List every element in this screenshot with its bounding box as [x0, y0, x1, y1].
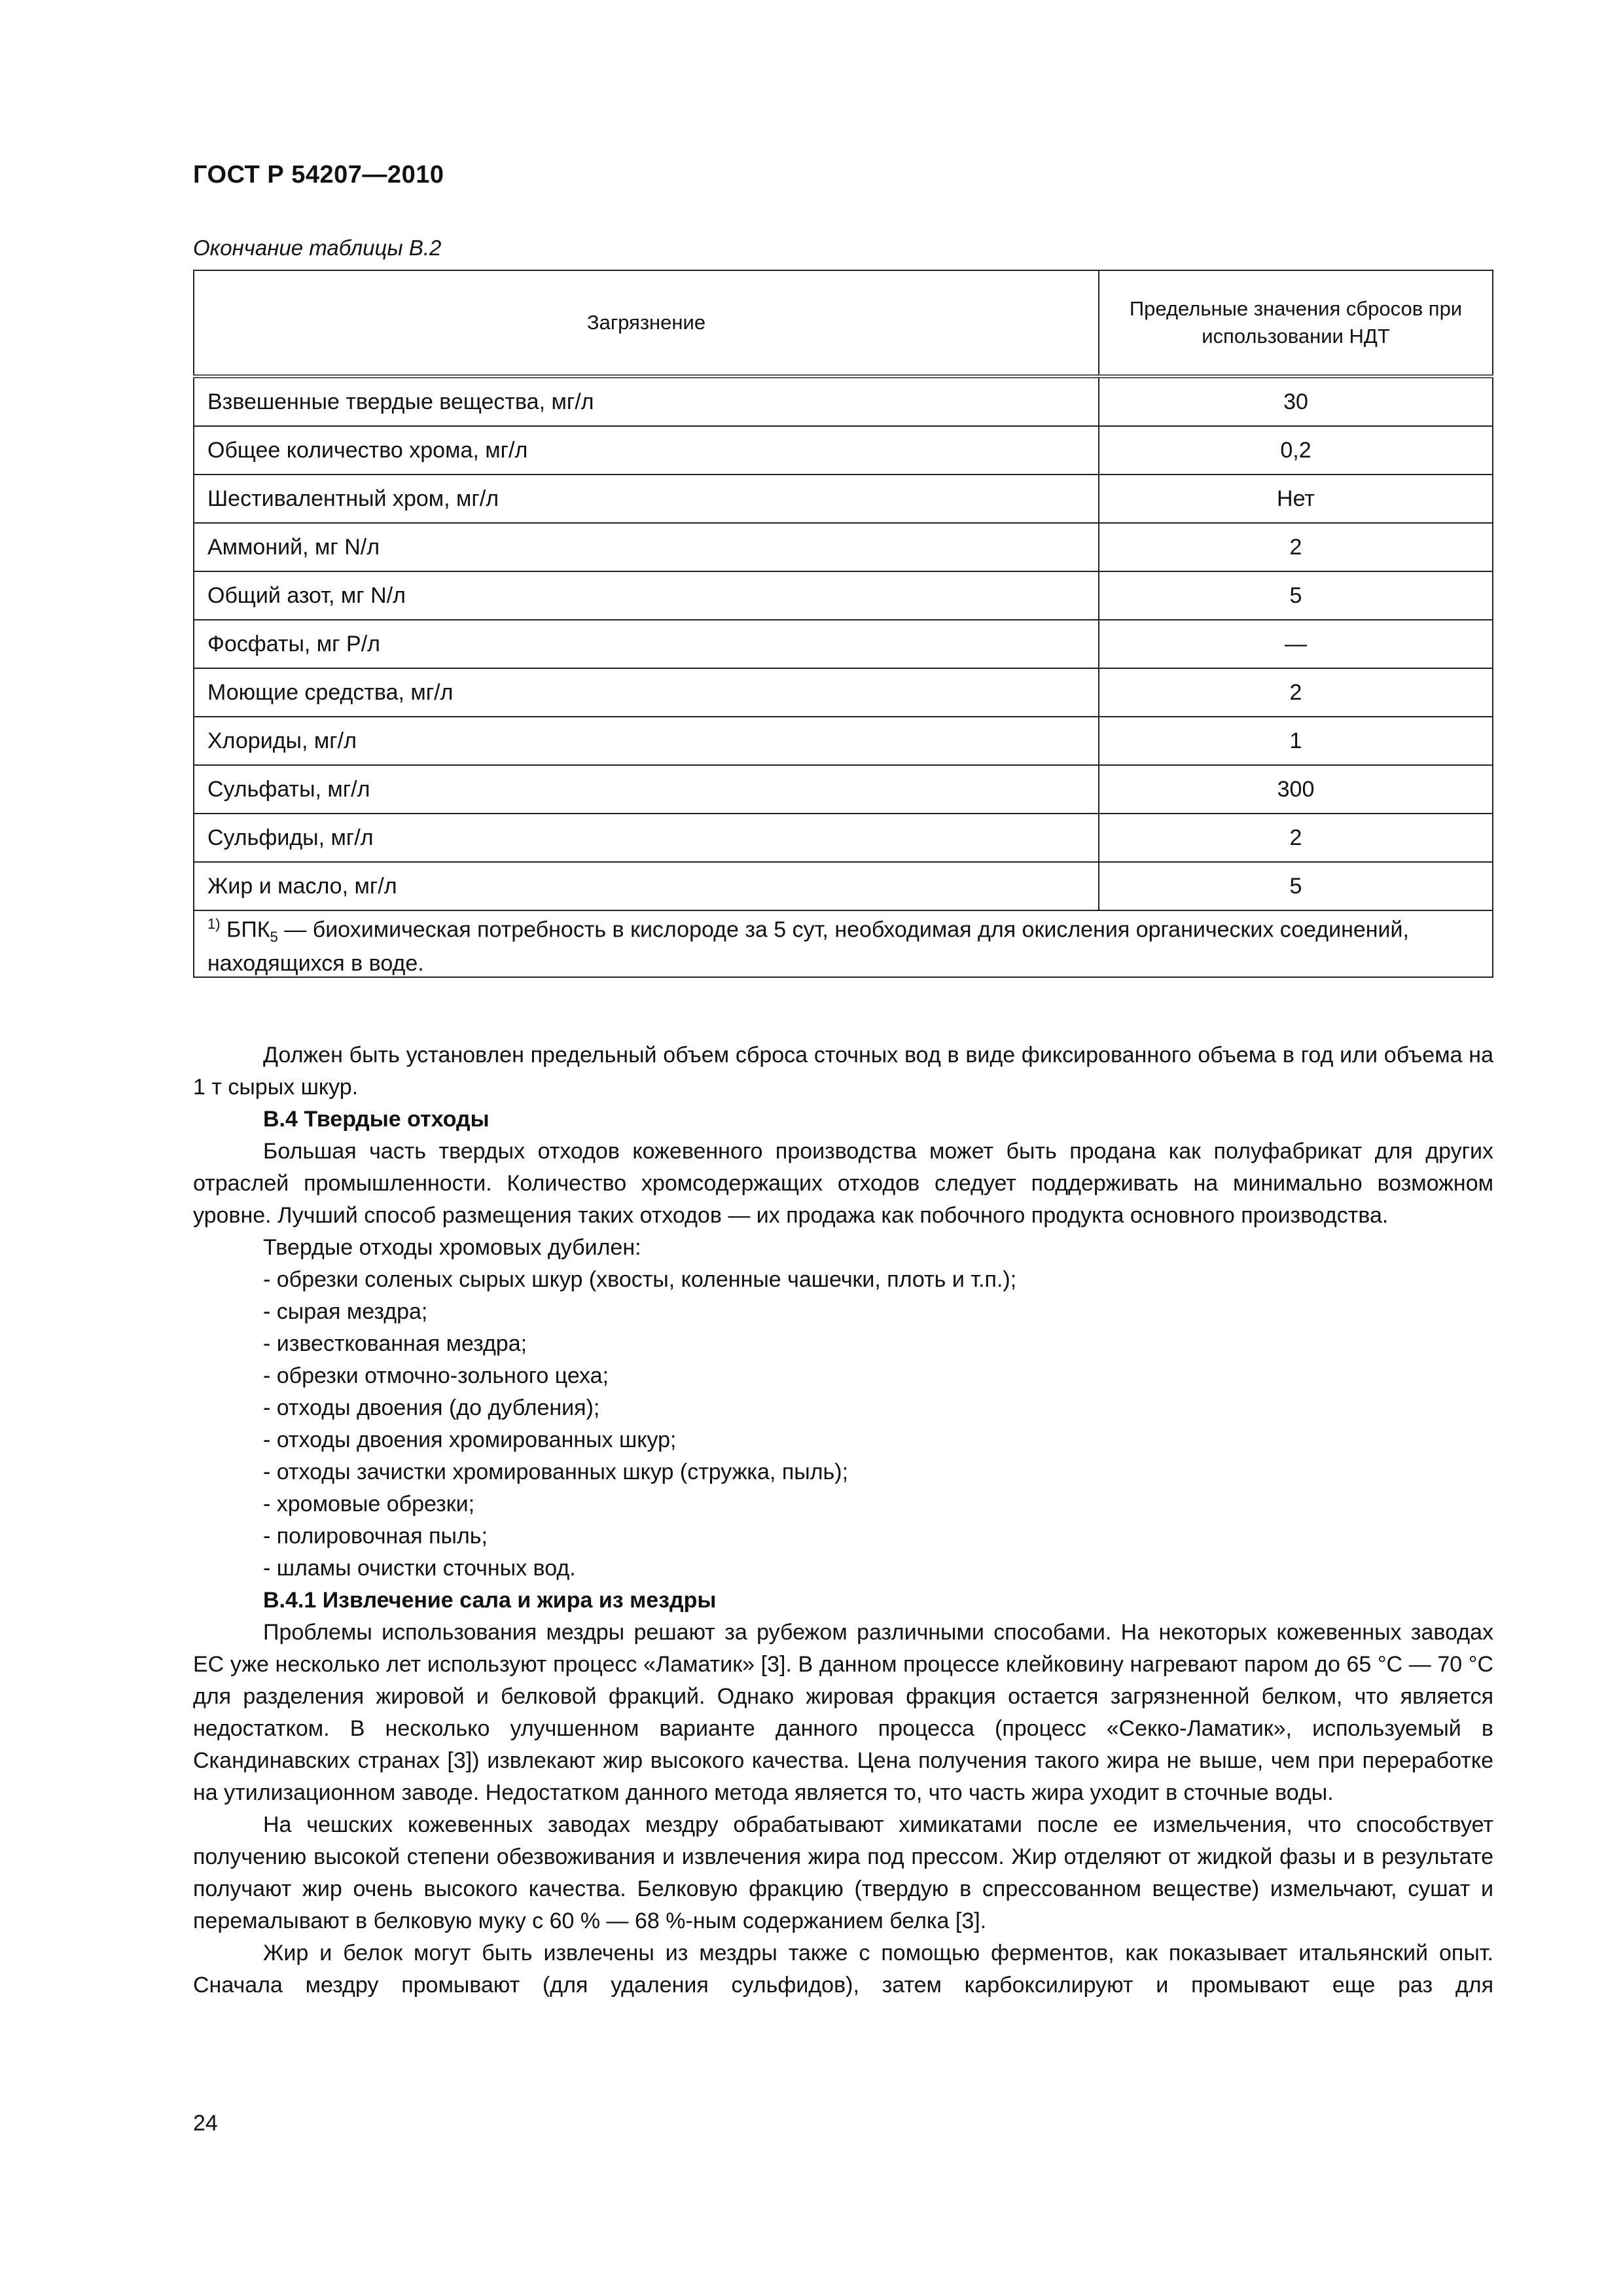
pollutant-cell: Шестивалентный хром, мг/л [194, 475, 1099, 523]
table-footnote [194, 910, 1493, 977]
list-item: - шламы очистки сточных вод. [263, 1556, 576, 1581]
table-row [194, 571, 1493, 620]
table-caption: Окончание таблицы В.2 [193, 236, 442, 260]
waste-list [193, 1264, 1493, 1585]
list-item: - сырая мездра; [263, 1299, 428, 1324]
pollutant-cell: Хлориды, мг/л [194, 717, 1099, 765]
footnote-text: — биохимическая потребность в кислороде за 5 сут, необходимая для окисления органических соединений, находящихся в воде. [207, 917, 1409, 977]
list-item: - полировочная пыль; [263, 1524, 488, 1549]
table-row [194, 475, 1493, 523]
limit-value-cell: 1 [1099, 717, 1493, 765]
column-header-limit: Предельные значения сбросов при использовании НДТ [1099, 270, 1493, 376]
table-header-row [194, 270, 1493, 376]
body-text [193, 1039, 1493, 2001]
paragraph: Твердые отходы хромовых дубилен: [263, 1235, 641, 1260]
limit-value-cell: 0,2 [1099, 426, 1493, 475]
list-item: - известкованная мездра; [263, 1331, 527, 1356]
limit-value-cell: Нет [1099, 475, 1493, 523]
pollutant-cell: Сульфаты, мг/л [194, 765, 1099, 814]
section-heading-b4: В.4 Твердые отходы [263, 1107, 490, 1132]
footnote-marker: 1) [207, 916, 221, 932]
limit-value-cell: 2 [1099, 668, 1493, 717]
paragraph: На чешских кожевенных заводах мездру обрабатывают химикатами после ее измельчения, что способствует получению высокой степени обезвоживания и извлечения жира под прессом. Жир отделяют от жидкой фазы и в результате получают жир очень высокого качества. Белковую фракцию (твердую в спрессованном веществе) измельчают, сушат и перемалывают в белковую муку с 60 % — 68 %-ным содержанием белка [3]. [193, 1812, 1493, 1933]
paragraph: Жир и белок могут быть извлечены из мездры также с помощью ферментов, как показывает итальянский опыт. Сначала мездру промывают (для удаления сульфидов), затем карбоксилируют и промывают еще раз для [193, 1941, 1493, 1998]
table-row [194, 376, 1493, 426]
table-row [194, 620, 1493, 668]
pollutant-cell: Моющие средства, мг/л [194, 668, 1099, 717]
limit-value-cell: 2 [1099, 523, 1493, 571]
table-row [194, 717, 1493, 765]
list-item: - хромовые обрезки; [263, 1492, 475, 1516]
pollutant-cell: Аммоний, мг N/л [194, 523, 1099, 571]
paragraph: Проблемы использования мездры решают за рубежом различными способами. На некоторых кожевенных заводах ЕС уже несколько лет используют процесс «Ламатик» [3]. В данном процессе клейковину нагревают паром до 65 °С — 70 °С для разделения жировой и белковой фракций. Однако жировая фракция остается загрязненной белком, что является недостатком. В несколько улучшенном варианте данного процесса (процесс «Секко-Ламатик», используемый в Скандинавских странах [3]) извлекают жир высокого качества. Цена получения такого жира не выше, чем при переработке на утилизационном заводе. Недостатком данного метода является то, что часть жира уходит в сточные воды. [193, 1620, 1493, 1805]
limit-value-cell: 5 [1099, 571, 1493, 620]
pollutant-cell: Общее количество хрома, мг/л [194, 426, 1099, 475]
table-row [194, 523, 1493, 571]
table-row [194, 814, 1493, 862]
limit-value-cell: 5 [1099, 862, 1493, 910]
pollution-limits-table [193, 270, 1493, 978]
section-heading-b41: В.4.1 Извлечение сала и жира из мездры [263, 1588, 717, 1613]
limit-value-cell: 300 [1099, 765, 1493, 814]
page-number: 24 [193, 2111, 218, 2136]
pollutant-cell: Жир и масло, мг/л [194, 862, 1099, 910]
column-header-pollutant: Загрязнение [194, 270, 1099, 376]
list-item: - обрезки соленых сырых шкур (хвосты, коленные чашечки, плоть и т.п.); [263, 1267, 1017, 1292]
pollutant-cell: Взвешенные твердые вещества, мг/л [194, 376, 1099, 426]
pollutant-cell: Сульфиды, мг/л [194, 814, 1099, 862]
list-item: - отходы двоения (до дубления); [263, 1395, 600, 1420]
table-row [194, 426, 1493, 475]
list-item: - обрезки отмочно-зольного цеха; [263, 1363, 609, 1388]
paragraph: Должен быть установлен предельный объем сброса сточных вод в виде фиксированного объема в год или объема на 1 т сырых шкур. [193, 1043, 1493, 1100]
pollutant-cell: Фосфаты, мг Р/л [194, 620, 1099, 668]
pollutant-cell: Общий азот, мг N/л [194, 571, 1099, 620]
footnote-abbr: БПК [226, 917, 270, 942]
footnote-row [194, 910, 1493, 977]
table-row [194, 862, 1493, 910]
table-row [194, 765, 1493, 814]
limit-value-cell: 2 [1099, 814, 1493, 862]
document-header: ГОСТ Р 54207—2010 [193, 161, 444, 188]
footnote-abbr-sub: 5 [270, 929, 278, 946]
limit-value-cell: — [1099, 620, 1493, 668]
list-item: - отходы зачистки хромированных шкур (стружка, пыль); [263, 1460, 849, 1484]
table-body [194, 376, 1493, 910]
limit-value-cell: 30 [1099, 376, 1493, 426]
table-row [194, 668, 1493, 717]
paragraph: Большая часть твердых отходов кожевенного производства может быть продана как полуфабрикат для других отраслей промышленности. Количество хромсодержащих отходов следует поддерживать на минимально возможном уровне. Лучший способ размещения таких отходов — их продажа как побочного продукта основного производства. [193, 1139, 1493, 1228]
list-item: - отходы двоения хромированных шкур; [263, 1427, 677, 1452]
